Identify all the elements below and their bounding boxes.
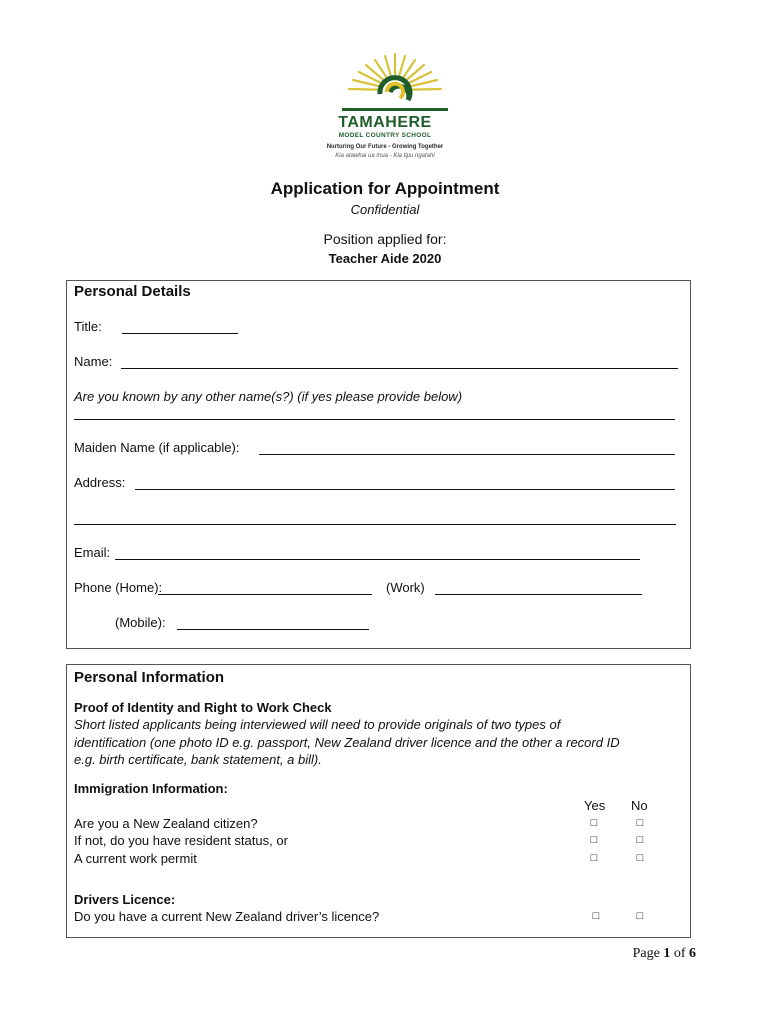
page-title: Application for Appointment [270, 179, 500, 198]
proof-heading: Proof of Identity and Right to Work Check [74, 700, 332, 715]
work-permit-question: A current work permit [74, 851, 197, 866]
title-label: Title: [74, 319, 102, 334]
yes-column-header: Yes [584, 798, 606, 813]
drivers-licence-yes-checkbox[interactable]: □ [592, 910, 600, 922]
proof-text-line: Short listed applicants being interviewed will need to provide originals of two types of [74, 717, 561, 732]
logo-school-subname: MODEL COUNTRY SCHOOL [338, 132, 432, 139]
immigration-heading: Immigration Information: [74, 781, 228, 796]
personal-details-heading: Personal Details [74, 283, 191, 300]
phone-mobile-label: (Mobile): [115, 615, 166, 630]
position-value: Teacher Aide 2020 [328, 251, 442, 266]
resident-no-checkbox[interactable]: □ [636, 834, 644, 846]
address-field-line1[interactable] [135, 489, 675, 490]
phone-home-field[interactable] [158, 594, 372, 595]
title-field[interactable] [122, 333, 238, 334]
maiden-name-label: Maiden Name (if applicable): [74, 440, 240, 455]
resident-yes-checkbox[interactable]: □ [590, 834, 598, 846]
maiden-name-field[interactable] [259, 454, 675, 455]
citizen-question: Are you a New Zealand citizen? [74, 816, 258, 831]
citizen-yes-checkbox[interactable]: □ [590, 817, 598, 829]
name-label: Name: [74, 354, 113, 369]
other-names-field[interactable] [74, 419, 675, 420]
logo-motto: Nurturing Our Future - Growing Together [326, 144, 444, 150]
page-prefix: Page [632, 946, 660, 961]
page-number [560, 946, 696, 962]
position-label: Position applied for: [323, 231, 447, 247]
no-column-header: No [631, 798, 648, 813]
address-label: Address: [74, 475, 126, 490]
personal-information-heading: Personal Information [74, 669, 225, 686]
drivers-licence-no-checkbox[interactable]: □ [636, 910, 644, 922]
page-of: of [673, 946, 686, 961]
phone-mobile-field[interactable] [177, 629, 369, 630]
citizen-no-checkbox[interactable]: □ [636, 817, 644, 829]
drivers-licence-heading: Drivers Licence: [74, 892, 176, 907]
name-field[interactable] [121, 368, 678, 369]
logo-school-name: TAMAHERE [338, 114, 432, 131]
address-field-line2[interactable] [74, 524, 676, 525]
drivers-licence-question: Do you have a current New Zealand driver’s licence? [74, 909, 380, 924]
email-label: Email: [74, 545, 111, 560]
phone-work-label: (Work) [386, 580, 425, 595]
proof-text-line: identification (one photo ID e.g. passport, New Zealand driver licence and the other a record ID [74, 735, 620, 750]
logo-maori-motto: Kia atawhai ua mua - Kia tipu ngatahi [335, 153, 435, 159]
page-total: 6 [689, 946, 696, 961]
work-permit-no-checkbox[interactable]: □ [636, 852, 644, 864]
resident-question: If not, do you have resident status, or [74, 833, 288, 848]
proof-text-line: e.g. birth certificate, bank statement, a bill). [74, 752, 322, 767]
sun-emblem-icon [330, 52, 460, 122]
other-names-prompt: Are you known by any other name(s?) (if yes please provide below) [74, 389, 463, 404]
phone-work-field[interactable] [435, 594, 642, 595]
work-permit-yes-checkbox[interactable]: □ [590, 852, 598, 864]
email-field[interactable] [115, 559, 640, 560]
confidential-label: Confidential [350, 202, 420, 217]
page-current: 1 [663, 946, 671, 961]
phone-home-label: Phone (Home): [74, 580, 163, 595]
